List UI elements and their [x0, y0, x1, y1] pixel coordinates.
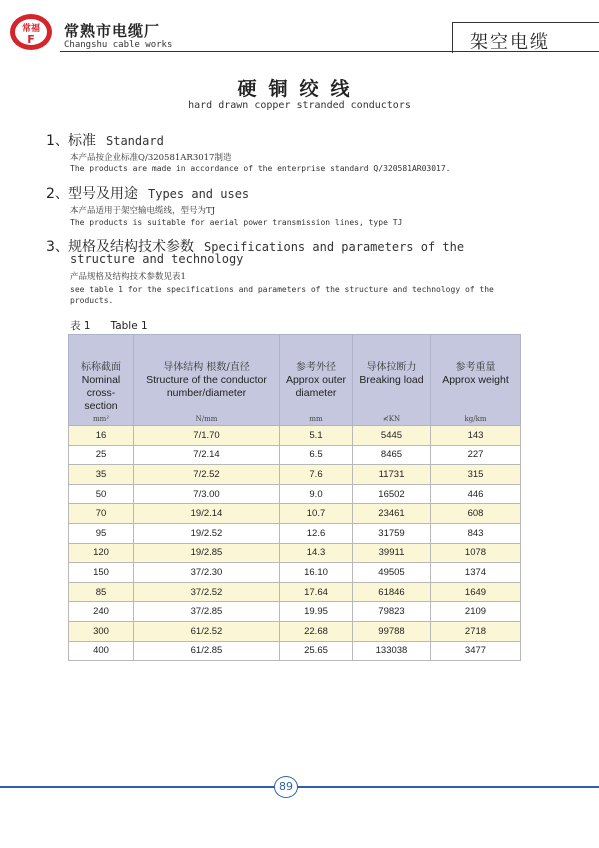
table-cell: 49505 — [353, 563, 431, 583]
table-cell: 315 — [431, 465, 521, 485]
table-cell: 843 — [431, 523, 521, 543]
page-title-cn: 硬铜绞线 — [237, 78, 362, 100]
svg-text:F: F — [27, 33, 35, 46]
table-cell: 7/3.00 — [134, 484, 280, 504]
section-title-en: Types and uses — [148, 187, 250, 201]
table-row — [69, 445, 521, 465]
table-cell: 95 — [69, 523, 134, 543]
table-cell: 133038 — [353, 641, 431, 661]
section-title-cn: 标准 — [68, 133, 96, 149]
footer-rule — [0, 786, 599, 788]
table-cell: 5445 — [353, 426, 431, 446]
table-cell: 61/2.85 — [134, 641, 280, 661]
header-cell-approx-weight: 参考重量 Approx weight kg/km — [431, 335, 521, 426]
table-cell: 14.3 — [280, 543, 353, 563]
table-cell: 240 — [69, 602, 134, 622]
table-cell: 400 — [69, 641, 134, 661]
table-cell: 227 — [431, 445, 521, 465]
section-3-body-en-line2: products. — [70, 296, 114, 305]
table-cell: 10.7 — [280, 504, 353, 524]
table-cell: 3477 — [431, 641, 521, 661]
header-cell-nominal-section: 标称截面 Nominal cross-section mm² — [69, 335, 134, 426]
table-cell: 25.65 — [280, 641, 353, 661]
table-cell: 2718 — [431, 621, 521, 641]
table-cell: 2109 — [431, 602, 521, 622]
table-cell: 9.0 — [280, 484, 353, 504]
section-title-cn: 型号及用途 — [68, 186, 138, 202]
company-name-cn: 常熟市电缆厂 — [64, 22, 161, 40]
section-number: 2、 — [46, 186, 69, 202]
page-title-en: hard drawn copper stranded conductors — [188, 100, 411, 111]
table-cell: 5.1 — [280, 426, 353, 446]
header-cell-breaking-load: 导体拉断力 Breaking load ≮KN — [353, 335, 431, 426]
table-cell: 19.95 — [280, 602, 353, 622]
table-cell: 12.6 — [280, 523, 353, 543]
table-cell: 61/2.52 — [134, 621, 280, 641]
table-cell: 11731 — [353, 465, 431, 485]
section-3-heading-line2: structure and technology — [70, 252, 244, 266]
section-1-body-cn: 本产品按企业标准Q/320581AR3017制造 — [70, 153, 232, 163]
table-row — [69, 523, 521, 543]
table-row — [69, 426, 521, 446]
table-cell: 1374 — [431, 563, 521, 583]
table-row — [69, 504, 521, 524]
table-cell: 99788 — [353, 621, 431, 641]
table-cell: 17.64 — [280, 582, 353, 602]
table-cell: 37/2.30 — [134, 563, 280, 583]
table-row — [69, 602, 521, 622]
table-cell: 25 — [69, 445, 134, 465]
table-cell: 7.6 — [280, 465, 353, 485]
table-body — [69, 426, 521, 661]
section-3-body-en: see table 1 for the specifications and parameters of the structure and technology of the — [70, 285, 494, 294]
table-row — [69, 465, 521, 485]
table-cell: 50 — [69, 484, 134, 504]
section-1-body-en: The products are made in accordance of the enterprise standard Q/320581AR03017. — [70, 164, 451, 173]
table-caption-cn: 表 1 — [70, 320, 91, 332]
table-cell: 23461 — [353, 504, 431, 524]
table-cell: 7/1.70 — [134, 426, 280, 446]
table-cell: 16502 — [353, 484, 431, 504]
table-cell: 19/2.85 — [134, 543, 280, 563]
section-title-en: Standard — [106, 134, 164, 148]
page-number: 89 — [274, 776, 298, 798]
section-2-heading — [46, 183, 249, 203]
table-cell: 1078 — [431, 543, 521, 563]
table-cell: 7/2.14 — [134, 445, 280, 465]
table-cell: 19/2.14 — [134, 504, 280, 524]
table-row — [69, 563, 521, 583]
table-caption-en: Table 1 — [110, 320, 148, 332]
section-number: 1、 — [46, 133, 69, 149]
table-cell: 35 — [69, 465, 134, 485]
table-row — [69, 641, 521, 661]
table-cell: 16 — [69, 426, 134, 446]
table-cell: 8465 — [353, 445, 431, 465]
section-title-en: Specifications and parameters of the — [204, 240, 465, 254]
table-cell: 120 — [69, 543, 134, 563]
header-cell-outer-diameter: 参考外径 Approx outer diameter mm — [280, 335, 353, 426]
table-cell: 31759 — [353, 523, 431, 543]
section-title-cn: 规格及结构技术参数 — [68, 239, 194, 255]
section-2-body-en: The products is suitable for aerial power transmission lines, type TJ — [70, 218, 403, 227]
section-1-heading — [46, 130, 164, 150]
table-cell: 85 — [69, 582, 134, 602]
table-cell: 61846 — [353, 582, 431, 602]
table-cell: 300 — [69, 621, 134, 641]
svg-text:常福: 常福 — [21, 24, 41, 34]
company-logo — [8, 12, 54, 52]
table-cell: 6.5 — [280, 445, 353, 465]
table-cell: 1649 — [431, 582, 521, 602]
table-cell: 16.10 — [280, 563, 353, 583]
table-cell: 22.68 — [280, 621, 353, 641]
table-cell: 37/2.52 — [134, 582, 280, 602]
table-row — [69, 582, 521, 602]
table-cell: 39911 — [353, 543, 431, 563]
section-number: 3、 — [46, 239, 69, 255]
spec-table — [68, 334, 521, 661]
table-cell: 150 — [69, 563, 134, 583]
table-row — [69, 621, 521, 641]
company-name-en: Changshu cable works — [64, 40, 173, 50]
table-header — [69, 335, 521, 426]
table-cell: 143 — [431, 426, 521, 446]
section-3-body-cn: 产品规格及结构技术参数见表1 — [70, 272, 186, 282]
table-row — [69, 484, 521, 504]
header-cell-conductor-structure: 导体结构 根数/直径 Structure of the conductor number/diameter N/mm — [134, 335, 280, 426]
page-header — [0, 0, 599, 60]
table-caption — [70, 318, 168, 333]
table-cell: 79823 — [353, 602, 431, 622]
table-cell: 7/2.52 — [134, 465, 280, 485]
section-2-body-cn: 本产品适用于架空输电缆线，型号为TJ — [70, 206, 216, 216]
table-cell: 446 — [431, 484, 521, 504]
table-cell: 37/2.85 — [134, 602, 280, 622]
table-cell: 608 — [431, 504, 521, 524]
section-name: 架空电缆 — [470, 32, 550, 53]
table-row — [69, 543, 521, 563]
table-cell: 19/2.52 — [134, 523, 280, 543]
table-cell: 70 — [69, 504, 134, 524]
